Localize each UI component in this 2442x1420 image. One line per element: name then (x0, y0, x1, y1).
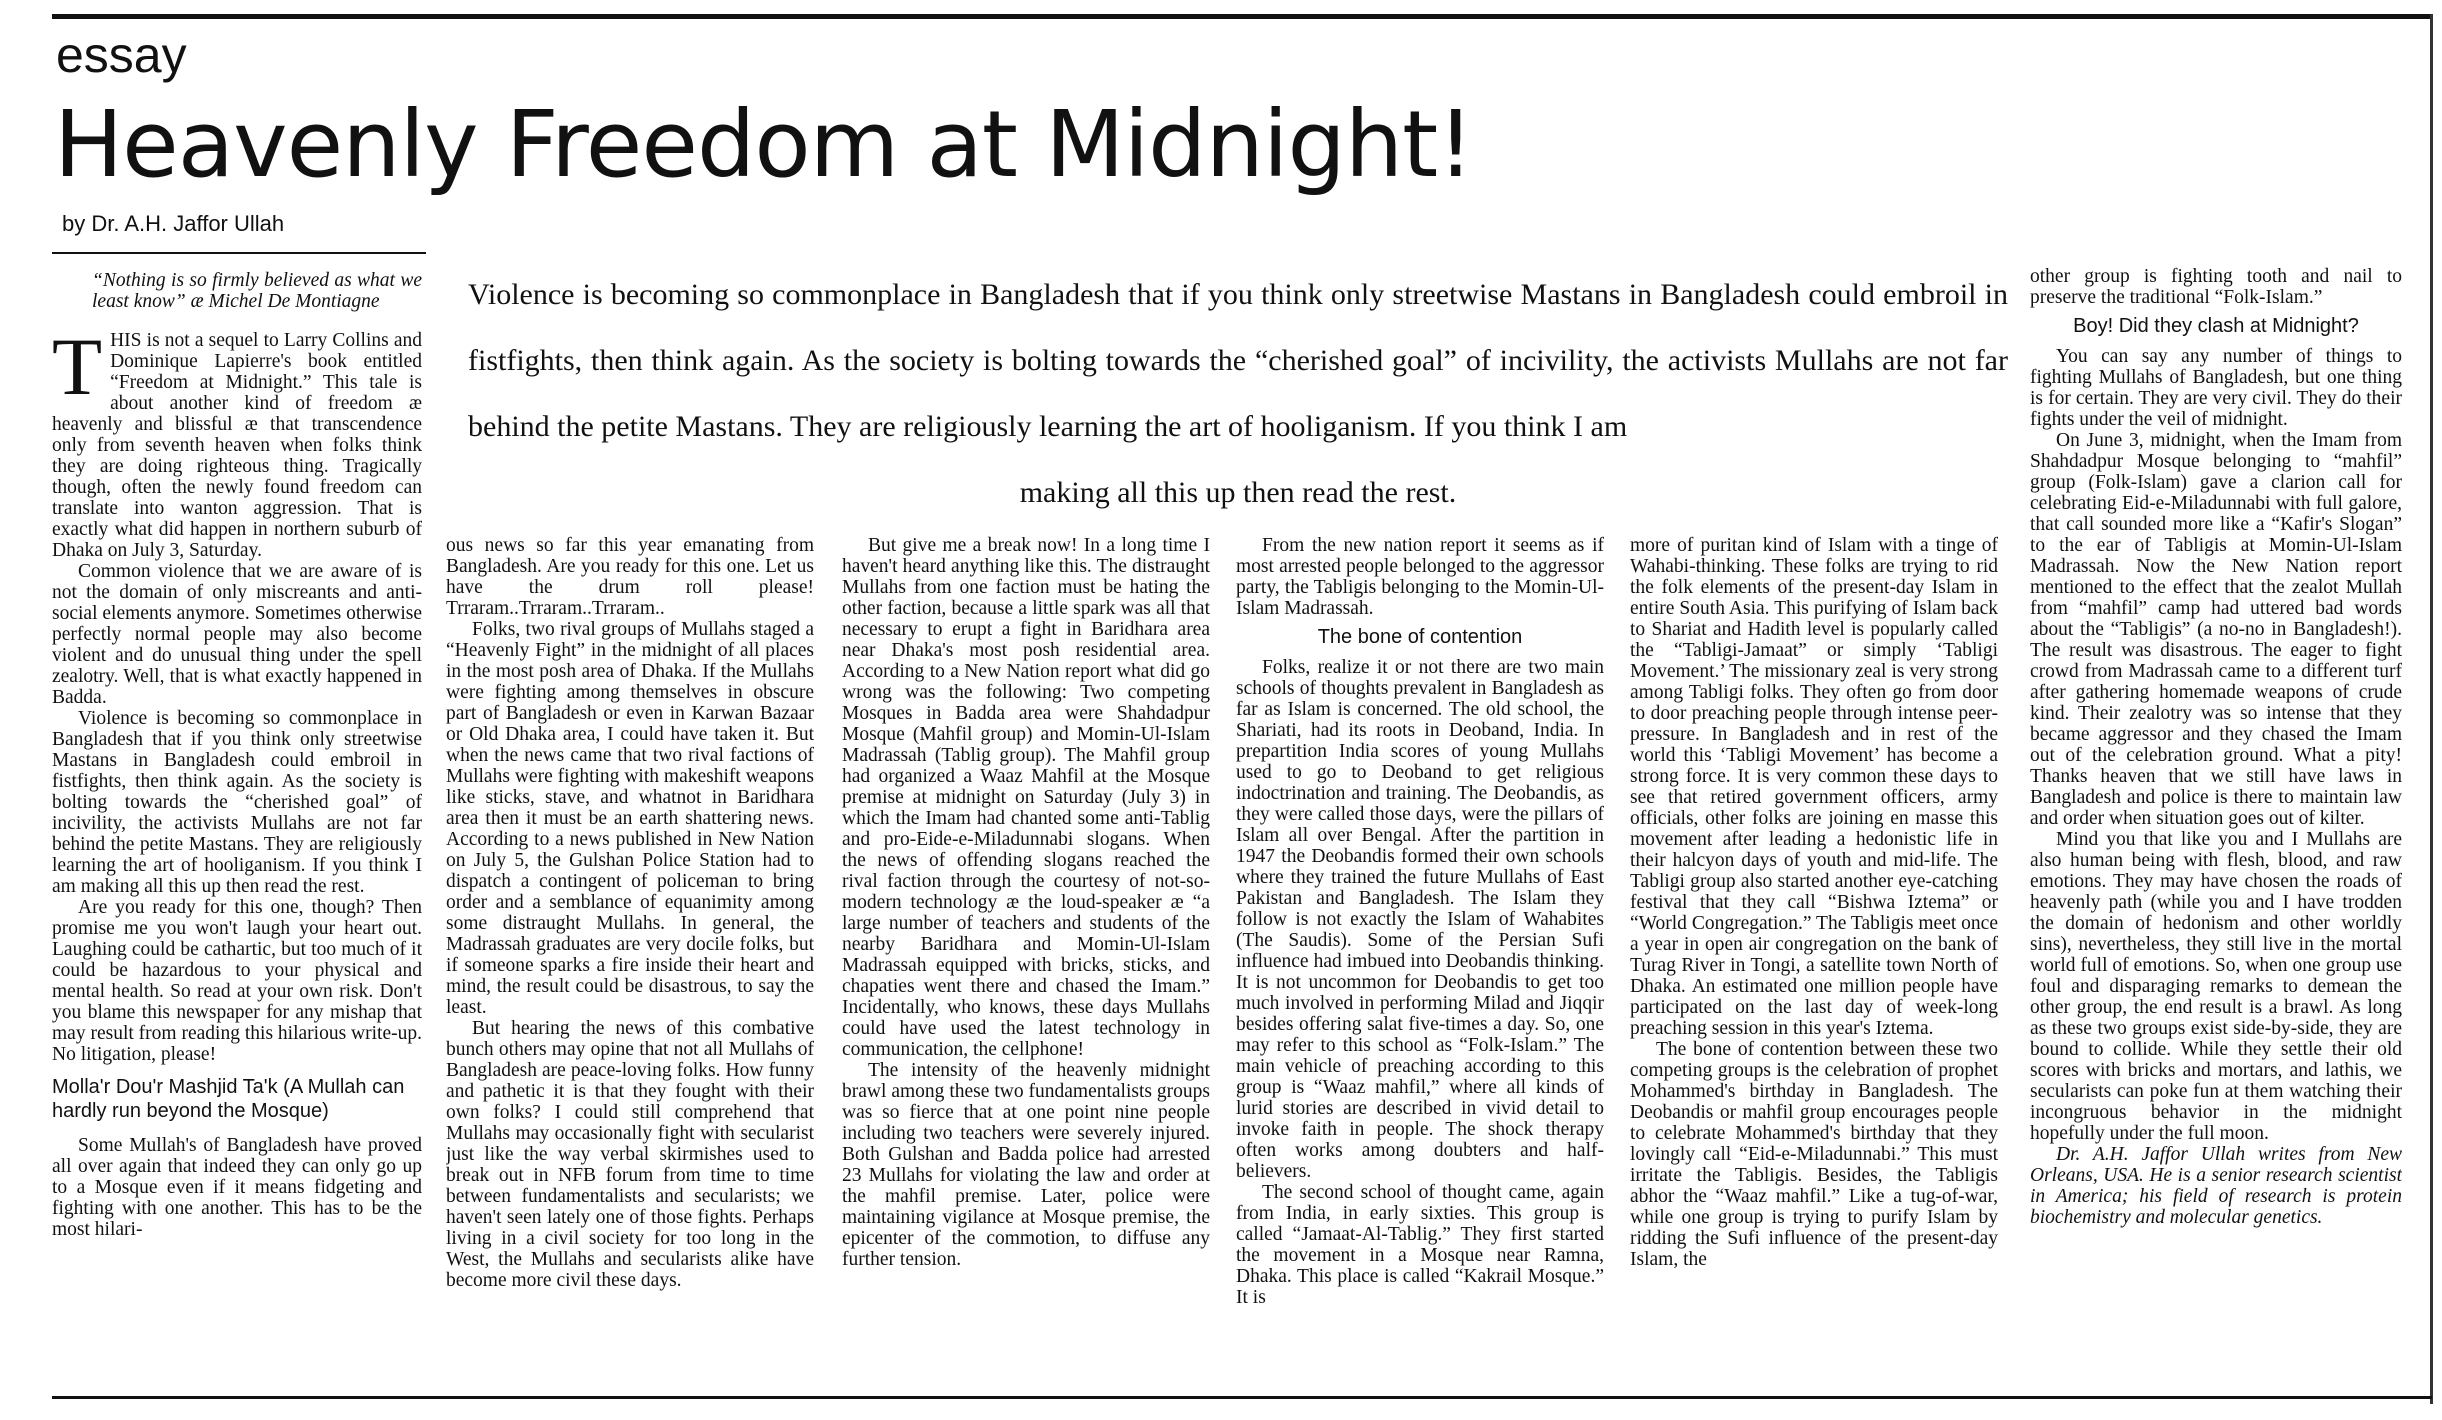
paragraph: Mind you that like you and I Mullahs are also human being with flesh, blood, and raw emotions. They may have chosen the roads of heavenly path (while you and I have trodden the domain of hedonism and other worldly sins), nevertheless, they still live in the mortal world full of emotions. So, when one group use foul and disparaging remarks to demean the other group, the end result is a brawl. As long as these two groups exist side-by-side, they are bound to collide. While they settle their old scores with bricks and mortars, and lathis, we secularists can poke fun at them watching their incongruous behavior in the midnight hopefully under the full moon. (2030, 829, 2402, 1144)
bottom-rule (52, 1396, 2432, 1399)
paragraph: Common violence that we are aware of is not the domain of only miscreants and anti-social elements anymore. Sometimes otherwise perfectly normal people may also become violent and do unusual thing under the spell zealotry. Well, that is what exactly happened in Badda. (52, 561, 422, 708)
author-bio: Dr. A.H. Jaffor Ullah writes from New Orleans, USA. He is a senior research scientist in America; his field of research is protein biochemistry and molecular genetics. (2030, 1144, 2402, 1228)
paragraph: The bone of contention between these two competing groups is the celebration of prophet Mohammed's birthday in Bangladesh. The Deobandis or mahfil group encourages people to celebrate Mohammed's birthday that they lovingly call “Eid-e-Miladunnabi.” This must irritate the Tabligis. Besides, the Tabligis abhor the “Waaz mahfil.” Like a tug-of-war, while one group is trying to purify Islam by ridding the Sufi influence of the present-day Islam, the (1630, 1039, 1998, 1270)
paragraph: Folks, two rival groups of Mullahs staged a “Heavenly Fight” in the midnight of all places in the most posh area of Dhaka. If the Mullahs were fighting among themselves in obscure part of Bangladesh or even in Karwan Bazaar or Old Dhaka area, I could have taken it. But when the news came that two rival factions of Mullahs were fighting with makeshift weapons like sticks, stave, and whatnot in Baridhara area then it must be an earth shattering news. According to a news published in New Nation on July 5, the Gulshan Police Station had to dispatch a contingent of policeman to bring order and a semblance of equanimity among some distraught Mullahs. In general, the Madrassah graduates are very docile folks, but if someone sparks a fire inside their heart and mind, the result could be disastrous, to say the least. (446, 619, 814, 1018)
drop-cap: T (52, 321, 103, 412)
paragraph: The intensity of the heavenly midnight brawl among these two fundamentalists groups was so fierce that at one point nine people including two teachers were severely injured. Both Gulshan and Badda police had arrested 23 Mullahs for violating the law and order at the mahfil premise. Later, police were maintaining vigilance at Mosque premise, the epicenter of the commotion, to diffuse any further tension. (842, 1060, 1210, 1270)
paragraph: You can say any number of things to fighting Mullahs of Bangladesh, but one thing is for certain. They are very civil. They do their fights under the veil of midnight. (2030, 346, 2402, 430)
column-2 (446, 535, 814, 1390)
paragraph: The second school of thought came, again from India, in early sixties. This group is called “Jamaat-Al-Tablig.” They first started the movement in a Mosque near Ramna, Dhaka. This place is called “Kakrail Mosque.” It is (1236, 1182, 1604, 1308)
paragraph: But hearing the news of this combative bunch others may opine that not all Mullahs of Bangladesh are peace-loving folks. How funny and pathetic it is that they fought with their own folks? I could still comprehend that Mullahs may occasionally fight with secularist just like the way verbal skirmishes used to break out in NFB forum from time to time between fundamentalists and secularists; we haven't seen lately one of those fights. Perhaps living in a civil society for too long in the West, the Mullahs and secularists alike have become more civil these days. (446, 1018, 814, 1291)
pull-quote (468, 262, 2008, 526)
paragraph: Are you ready for this one, though? Then promise me you won't laugh your heart out. Laughing could be cathartic, but too much of it could be hazardous to your physical and mental health. So read at your own risk. Don't you blame this newspaper for any mishap that may result from reading this hilarious write-up. No litigation, please! (52, 897, 422, 1065)
column-5 (1630, 535, 1998, 1390)
paragraph: But give me a break now! In a long time I haven't heard anything like this. The distraught Mullahs from one faction must be hating the other faction, because a little spark was all that necessary to erupt a fight in Baridhara area near Dhaka's most posh residential area. According to a New Nation report what did go wrong was the following: Two competing Mosques in Badda area were Shahdadpur Mosque (Mahfil group) and Momin-Ul-Islam Madrassah (Tablig group). The Mahfil group had organized a Waaz Mahfil at the Mosque premise at midnight on Saturday (July 3) in which the Imam had chanted some anti-Tablig and pro-Eide-e-Miladunnabi slogans. When the news of offending slogans reached the rival faction through the courtesy of not-so-modern technology æ the loud-speaker æ “a large number of teachers and students of the nearby Baridhara and Momin-Ul-Islam Madrassah equipped with bricks, sticks, and chapaties went there and chased the Imam.” Incidentally, who knows, these days Mullahs could have used the latest technology in communication, the cellphone! (842, 535, 1210, 1060)
subhead: Molla'r Dou'r Mashjid Ta'k (A Mullah can hardly run beyond the Mosque) (52, 1076, 405, 1122)
paragraph: Folks, realize it or not there are two main schools of thoughts prevalent in Bangladesh as far as Islam is concerned. The old school, the Shariati, had its roots in Deoband, India. In prepartition India scores of young Mullahs used to go to Deoband to get religious indoctrination and training. The Deobandis, as they were called those days, were the pillars of Islam all over Bengal. After the partition in 1947 the Deobandis formed their own schools where they trained the future Mullahs of East Pakistan and Bangladesh. The Islam they follow is not exactly the Islam of Wahabites (The Saudis). Some of the Persian Sufi influence had imbued into Deobandis thinking. It is not uncommon for Deobandis to get too much involved in performing Milad and Jiqqir besides offering salat five-times a day. So, one may refer to this school as “Folk-Islam.” The main vehicle of preaching according to this group is “Waaz mahfil,” where all kinds of lurid stories are described in vivid detail to invoke faith in people. The shock therapy often works among doubters and half-believers. (1236, 657, 1604, 1182)
column-1 (52, 270, 422, 1390)
right-edge-rule (2430, 14, 2433, 1404)
paragraph: more of puritan kind of Islam with a tinge of Wahabi-thinking. These folks are trying to rid the folk elements of the present-day Islam in entire South Asia. This purifying of Islam back to Shariat and Hadith level is popularly called the “Tabligi-Jamaat” or simply ‘Tabligi Movement.’ The missionary zeal is very strong among Tabligi folks. They often go from door to door preaching people through intense peer-pressure. In Bangladesh and in rest of the world this ‘Tabligi Movement’ has become a strong force. It is very common these days to see that retired government officers, army officials, other folks are joining en masse this movement after leading a hedonistic life in their halcyon days of youth and mid-life. The Tabligi group also started another eye-catching festival that they call “Bishwa Iztema” or “World Congregation.” The Tabligis meet once a year in open air congregation on the bank of Turag River in Tongi, a satellite town North of Dhaka. An estimated one million people have participated on the last day of week-long preaching session in this year's Iztema. (1630, 535, 1998, 1039)
column-4 (1236, 535, 1604, 1390)
article-headline: Heavenly Freedom at Midnight! (54, 91, 1474, 198)
opening-text: HIS is not a sequel to Larry Collins and Dominique Lapierre's book entitled “Freedom at Midnight.” This tale is about another kind of freedom æ heavenly and blissful æ that transcendence only from seventh heaven when folks think they are doing righteous thing. Tragically though, often the newly found freedom can translate into wanton aggression. That is exactly what did happen in northern suburb of Dhaka on July 3, Saturday. (52, 330, 422, 561)
column-6 (2030, 266, 2402, 1390)
paragraph: ous news so far this year emanating from Bangladesh. Are you ready for this one. Let us have the drum roll please! Trraram..Trraram..Trraram.. (446, 535, 814, 619)
byline: by Dr. A.H. Jaffor Ullah (62, 211, 285, 236)
paragraph: Some Mullah's of Bangladesh have proved all over again that indeed they can only go up to a Mosque even if it means fidgeting and fighting with one another. This has to be the most hilari- (52, 1135, 422, 1240)
pull-quote-main: Violence is becoming so commonplace in Bangladesh that if you think only streetwise Mastans in Bangladesh could embroil in fistfights, then think again. As the society is bolting towards the “cherished goal” of incivility, the activists Mullahs are not far behind the petite Mastans. They are religiously learning the art of hooliganism. If you think I am (468, 278, 2008, 443)
paragraph: other group is fighting tooth and nail to preserve the traditional “Folk-Islam.” (2030, 266, 2402, 308)
opening-paragraph (52, 321, 422, 561)
section-kicker: essay (56, 27, 187, 83)
epigraph: “Nothing is so firmly believed as what we least know” æ Michel De Montiagne (92, 270, 422, 312)
pull-quote-last: making all this up then read the rest. (1019, 476, 1457, 509)
column-3 (842, 535, 1210, 1390)
paragraph: On June 3, midnight, when the Imam from Shahdadpur Mosque belonging to “mahfil” group (Folk-Islam) gave a clarion call for celebrating Eid-e-Miladunnabi with full galore, that call sounded more like a “Kafir's Slogan” to the ear of Tabligis at Momin-Ul-Islam Madrassah. Now the New Nation report mentioned to the effect that the zealot Mullah from “mahfil” camp had uttered bad words about the “Tabligis” (a no-no in Bangladesh!). The result was disastrous. The eager to fight crowd from Madrassah came to a different turf after gathering homemade weapons of crude kind. Their zealotry was so intense that they became aggressor and they chased the Imam out of the celebration ground. What a pity! Thanks heaven that we still have laws in Bangladesh and police is there to maintain law and order when situation goes out of kilter. (2030, 430, 2402, 829)
subhead: The bone of contention (1317, 626, 1523, 648)
byline-rule (52, 252, 426, 254)
paragraph: From the new nation report it seems as if most arrested people belonged to the aggressor party, the Tabligis belonging to the Momin-Ul-Islam Madrassah. (1236, 535, 1604, 619)
paragraph: Violence is becoming so commonplace in Bangladesh that if you think only streetwise Mastans in Bangladesh could embroil in fistfights, then think again. As the society is bolting towards the “cherished goal” of incivility, the activists Mullahs are not far behind the petite Mastans. They are religiously learning the art of hooliganism. If you think I am making all this up then read the rest. (52, 708, 422, 897)
top-rule (52, 14, 2432, 19)
subhead: Boy! Did they clash at Midnight? (2073, 315, 2359, 337)
